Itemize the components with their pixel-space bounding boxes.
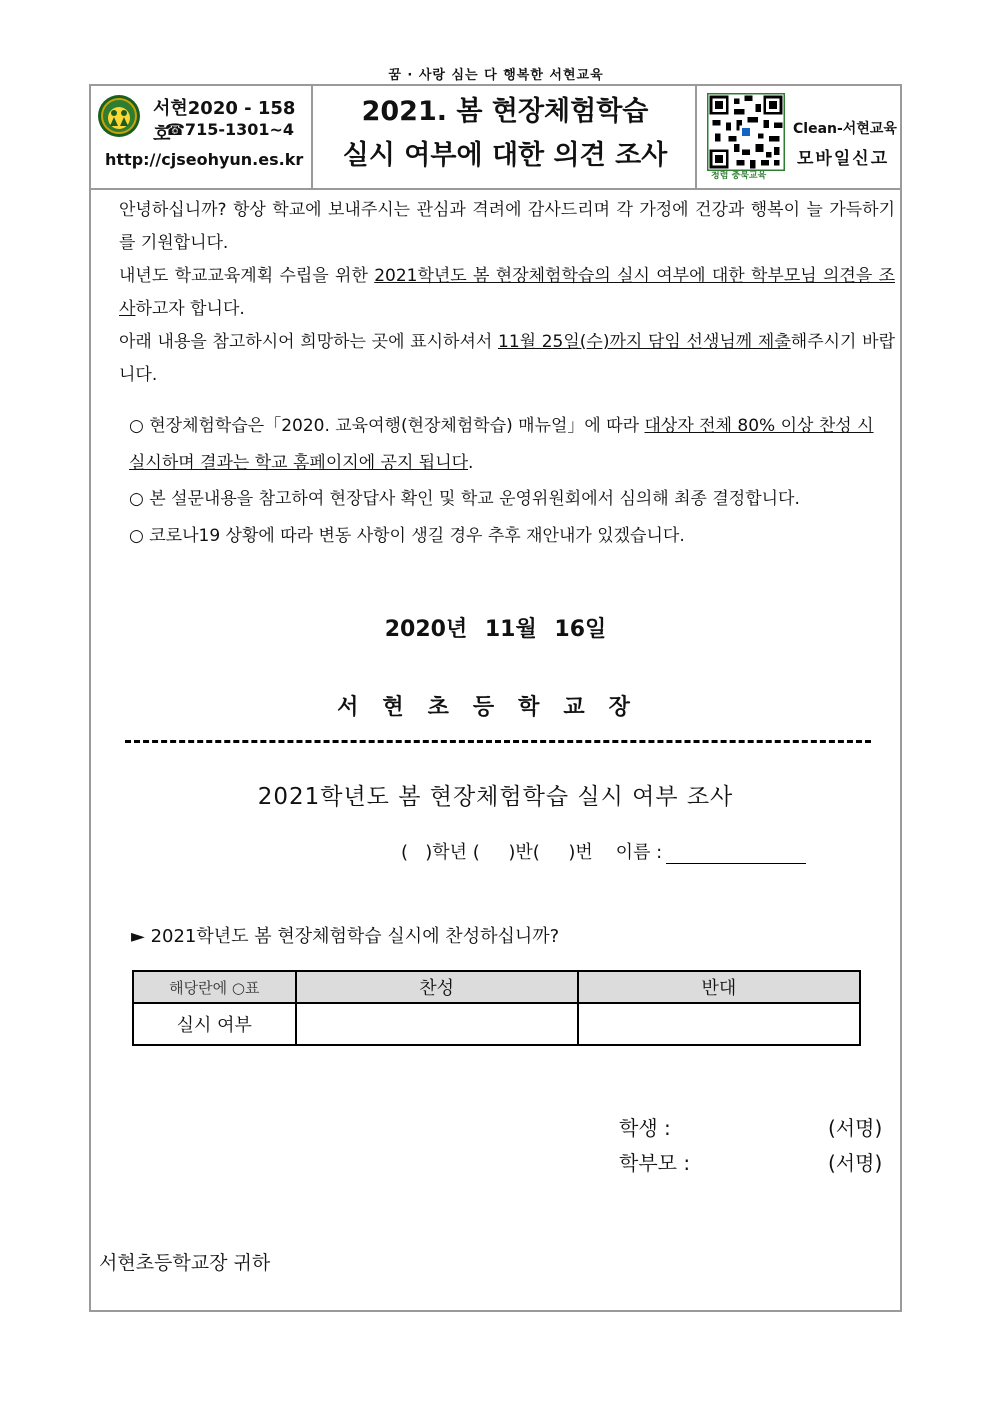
- student-info-label: ( )학년 ( )반( )번 이름 :: [401, 842, 663, 863]
- qr-code-icon[interactable]: [707, 93, 785, 171]
- report-cell: [697, 86, 900, 188]
- document-frame: [89, 84, 902, 1312]
- student-signature-label: 학생 :: [619, 1116, 671, 1140]
- mobile-report-label: 모바일신고: [797, 149, 890, 169]
- row-label-implementation: 실시 여부: [133, 1003, 296, 1045]
- header-disagree: 반대: [578, 971, 860, 1003]
- document-title: [313, 90, 697, 178]
- notice-bullet-1: [129, 408, 895, 482]
- student-signature-mark[interactable]: (서명): [828, 1116, 883, 1140]
- notice-bullet-3: ○ 코로나19 상황에 따라 변동 사항이 생길 경우 추후 재안내가 있겠습니다.: [129, 526, 685, 546]
- title-line-2: 실시 여부에 대한 의견 조사: [342, 140, 668, 171]
- survey-question: ► 2021학년도 봄 현장체험학습 실시에 찬성하십니까?: [131, 926, 560, 947]
- intro-p3-text-end: 해주시기 바랍니다.: [119, 332, 895, 385]
- slogan: 꿈 · 사랑 심는 다 행복한 서현교육: [388, 68, 604, 83]
- parent-signature-mark[interactable]: (서명): [828, 1151, 883, 1175]
- qr-caption: 청렴 충북교육: [711, 171, 767, 181]
- clean-label: Clean-서현교육: [793, 121, 897, 137]
- school-info-cell: [91, 86, 313, 188]
- header-mark-instruction: 해당란에 ○표: [133, 971, 296, 1003]
- vote-table: [132, 970, 861, 1046]
- intro-p2-text: 내년도 학교교육계획 수립을 위한: [119, 266, 375, 286]
- phone-number: ☎715-1301~4: [165, 120, 295, 139]
- survey-title: 2021학년도 봄 현장체험학습 실시 여부 조사: [257, 784, 734, 810]
- parent-signature-label: 학부모 :: [619, 1151, 691, 1175]
- notice-bullet-2: ○ 본 설문내용을 참고하여 현장답사 확인 및 학교 운영위원회에서 심의해 최종 결정합니다.: [129, 489, 800, 509]
- title-cell: [313, 86, 697, 188]
- intro-p2-underlined: 2021학년도 봄 현장체험학습의 실시 여부에 대한 학부모님 의견을 조사: [119, 266, 896, 319]
- bullet-1-underlined: 대상자 전체 80% 이상 찬성 시 실시하며 결과는 학교 홈페이지에 공지 됩니다: [129, 416, 874, 473]
- disagree-mark-cell[interactable]: [578, 1003, 860, 1045]
- cut-line: [125, 740, 871, 743]
- school-emblem-icon: [97, 94, 141, 138]
- intro-paragraph-3: [119, 326, 895, 392]
- agree-mark-cell[interactable]: [296, 1003, 578, 1045]
- name-field[interactable]: [666, 845, 806, 864]
- title-line-1: 2021. 봄 현장체험학습: [361, 96, 649, 127]
- bullet-1-end: .: [468, 453, 474, 473]
- issue-date: 2020년 11월 16일: [384, 617, 607, 642]
- intro-p3-underlined: 11월 25일(수)까지 담임 선생님께 제출: [498, 332, 791, 352]
- intro-paragraph-1: 안녕하십니까? 항상 학교에 보내주시는 관심과 격려에 감사드리며 각 가정에 건강과 행복이 늘 가득하기를 기원합니다.: [119, 200, 895, 253]
- school-website-link[interactable]: http://cjseohyun.es.kr: [105, 150, 304, 169]
- intro-p2-text-end: 하고자 합니다.: [135, 299, 245, 319]
- header-agree: 찬성: [296, 971, 578, 1003]
- principal-name: 서현초등학교장: [337, 695, 654, 720]
- intro-paragraph-2: [119, 260, 895, 326]
- letter-header: [91, 86, 900, 190]
- vote-table-row: [133, 1003, 860, 1045]
- bullet-1-text: ○ 현장체험학습은「2020. 교육여행(현장체험학습) 매뉴얼」에 따라: [129, 416, 645, 436]
- intro-p3-text: 아래 내용을 참고하시어 희망하는 곳에 표시하셔서: [119, 332, 498, 352]
- addressee-footer: 서현초등학교장 귀하: [99, 1252, 271, 1274]
- student-info-line: [401, 838, 806, 864]
- vote-table-header-row: [133, 971, 860, 1003]
- document-number: 서현2020 - 158호: [153, 98, 296, 145]
